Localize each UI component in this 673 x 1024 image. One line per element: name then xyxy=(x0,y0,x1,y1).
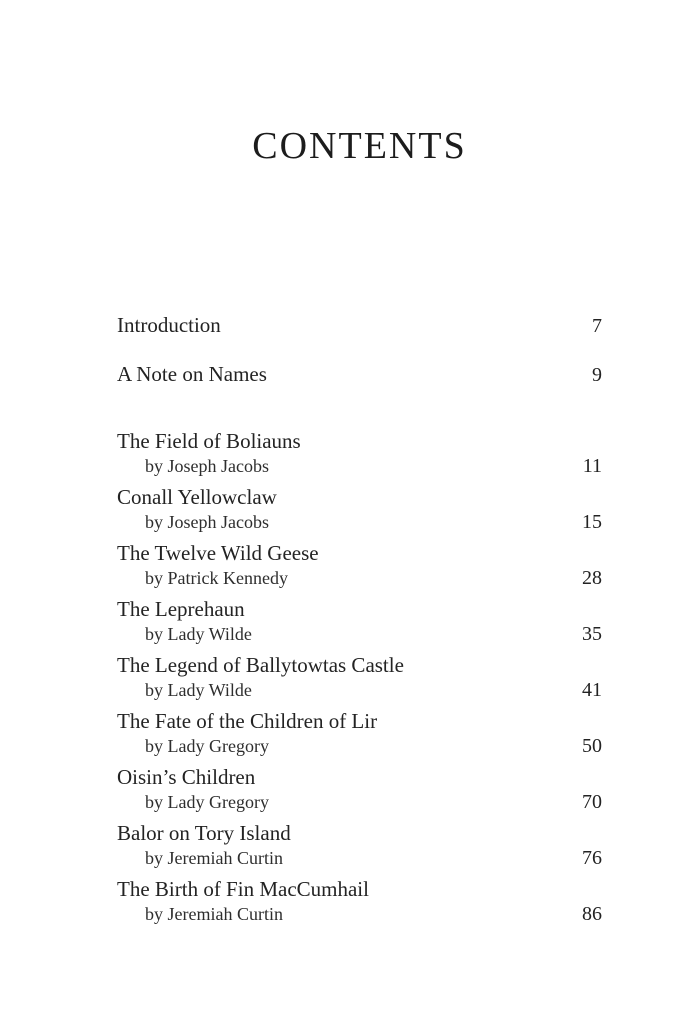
toc-entry-text xyxy=(117,652,404,702)
toc-entry xyxy=(117,876,602,926)
toc-entry-text xyxy=(117,484,277,534)
toc-row-note-on-names xyxy=(117,361,602,388)
toc-entry xyxy=(117,820,602,870)
toc-entry xyxy=(117,596,602,646)
toc-entry-title: The Leprehaun xyxy=(117,597,245,621)
toc-entry-author: by Joseph Jacobs xyxy=(145,512,269,532)
toc-entry-author: by Patrick Kennedy xyxy=(145,568,288,588)
toc-entry-page: 28 xyxy=(582,567,602,589)
toc-entry-text xyxy=(117,596,252,646)
toc-entry-title: The Field of Boliauns xyxy=(117,429,301,453)
toc-entry-author: by Jeremiah Curtin xyxy=(145,848,283,868)
toc-entry-text xyxy=(117,820,291,870)
toc-entry xyxy=(117,484,602,534)
toc-entry xyxy=(117,708,602,758)
toc-entry-title: The Legend of Ballytowtas Castle xyxy=(117,653,404,677)
toc-entry-author: by Lady Gregory xyxy=(145,792,269,812)
toc-entry-text xyxy=(117,764,269,814)
toc-entry-text xyxy=(117,708,377,758)
toc-entry-author: by Joseph Jacobs xyxy=(145,456,269,476)
toc-entry-title: A Note on Names xyxy=(117,362,267,386)
toc-entry xyxy=(117,652,602,702)
toc-entry-page: 50 xyxy=(582,735,602,757)
toc-entry-page: 11 xyxy=(582,455,602,477)
toc-entry-title: Conall Yellowclaw xyxy=(117,485,277,509)
toc-entry-text xyxy=(117,876,369,926)
toc-entry xyxy=(117,540,602,590)
toc-entry-title: The Twelve Wild Geese xyxy=(117,541,319,565)
toc-entry xyxy=(117,428,602,478)
toc-entry-title: The Fate of the Children of Lir xyxy=(117,709,378,733)
toc-entry-title: The Birth of Fin MacCumhail xyxy=(117,877,369,901)
toc-entry-page: 70 xyxy=(582,791,602,813)
toc-entry-author: by Jeremiah Curtin xyxy=(145,904,283,924)
toc-entry-author: by Lady Wilde xyxy=(145,680,252,700)
toc-entry-page: 15 xyxy=(582,511,602,533)
toc-entry-page: 35 xyxy=(582,623,602,645)
content-column xyxy=(117,124,602,926)
toc-entry-page: 9 xyxy=(592,364,602,386)
toc-entry-title: Introduction xyxy=(117,313,221,337)
toc-entry-page: 76 xyxy=(582,847,602,869)
toc-entry xyxy=(117,764,602,814)
toc-row-introduction xyxy=(117,312,602,339)
toc-entry-page: 86 xyxy=(582,903,602,925)
toc-entry-page: 7 xyxy=(592,315,602,337)
toc-entry-title: Oisin’s Children xyxy=(117,765,256,789)
toc-entry-text xyxy=(117,540,319,590)
toc-entry-page: 41 xyxy=(582,679,602,701)
toc-entry-author: by Lady Wilde xyxy=(145,624,252,644)
toc-entry-title: Balor on Tory Island xyxy=(117,821,291,845)
toc-entry-author: by Lady Gregory xyxy=(145,736,269,756)
toc-entry-text xyxy=(117,428,301,478)
section-gap xyxy=(117,410,602,428)
contents-title: CONTENTS xyxy=(252,125,467,167)
